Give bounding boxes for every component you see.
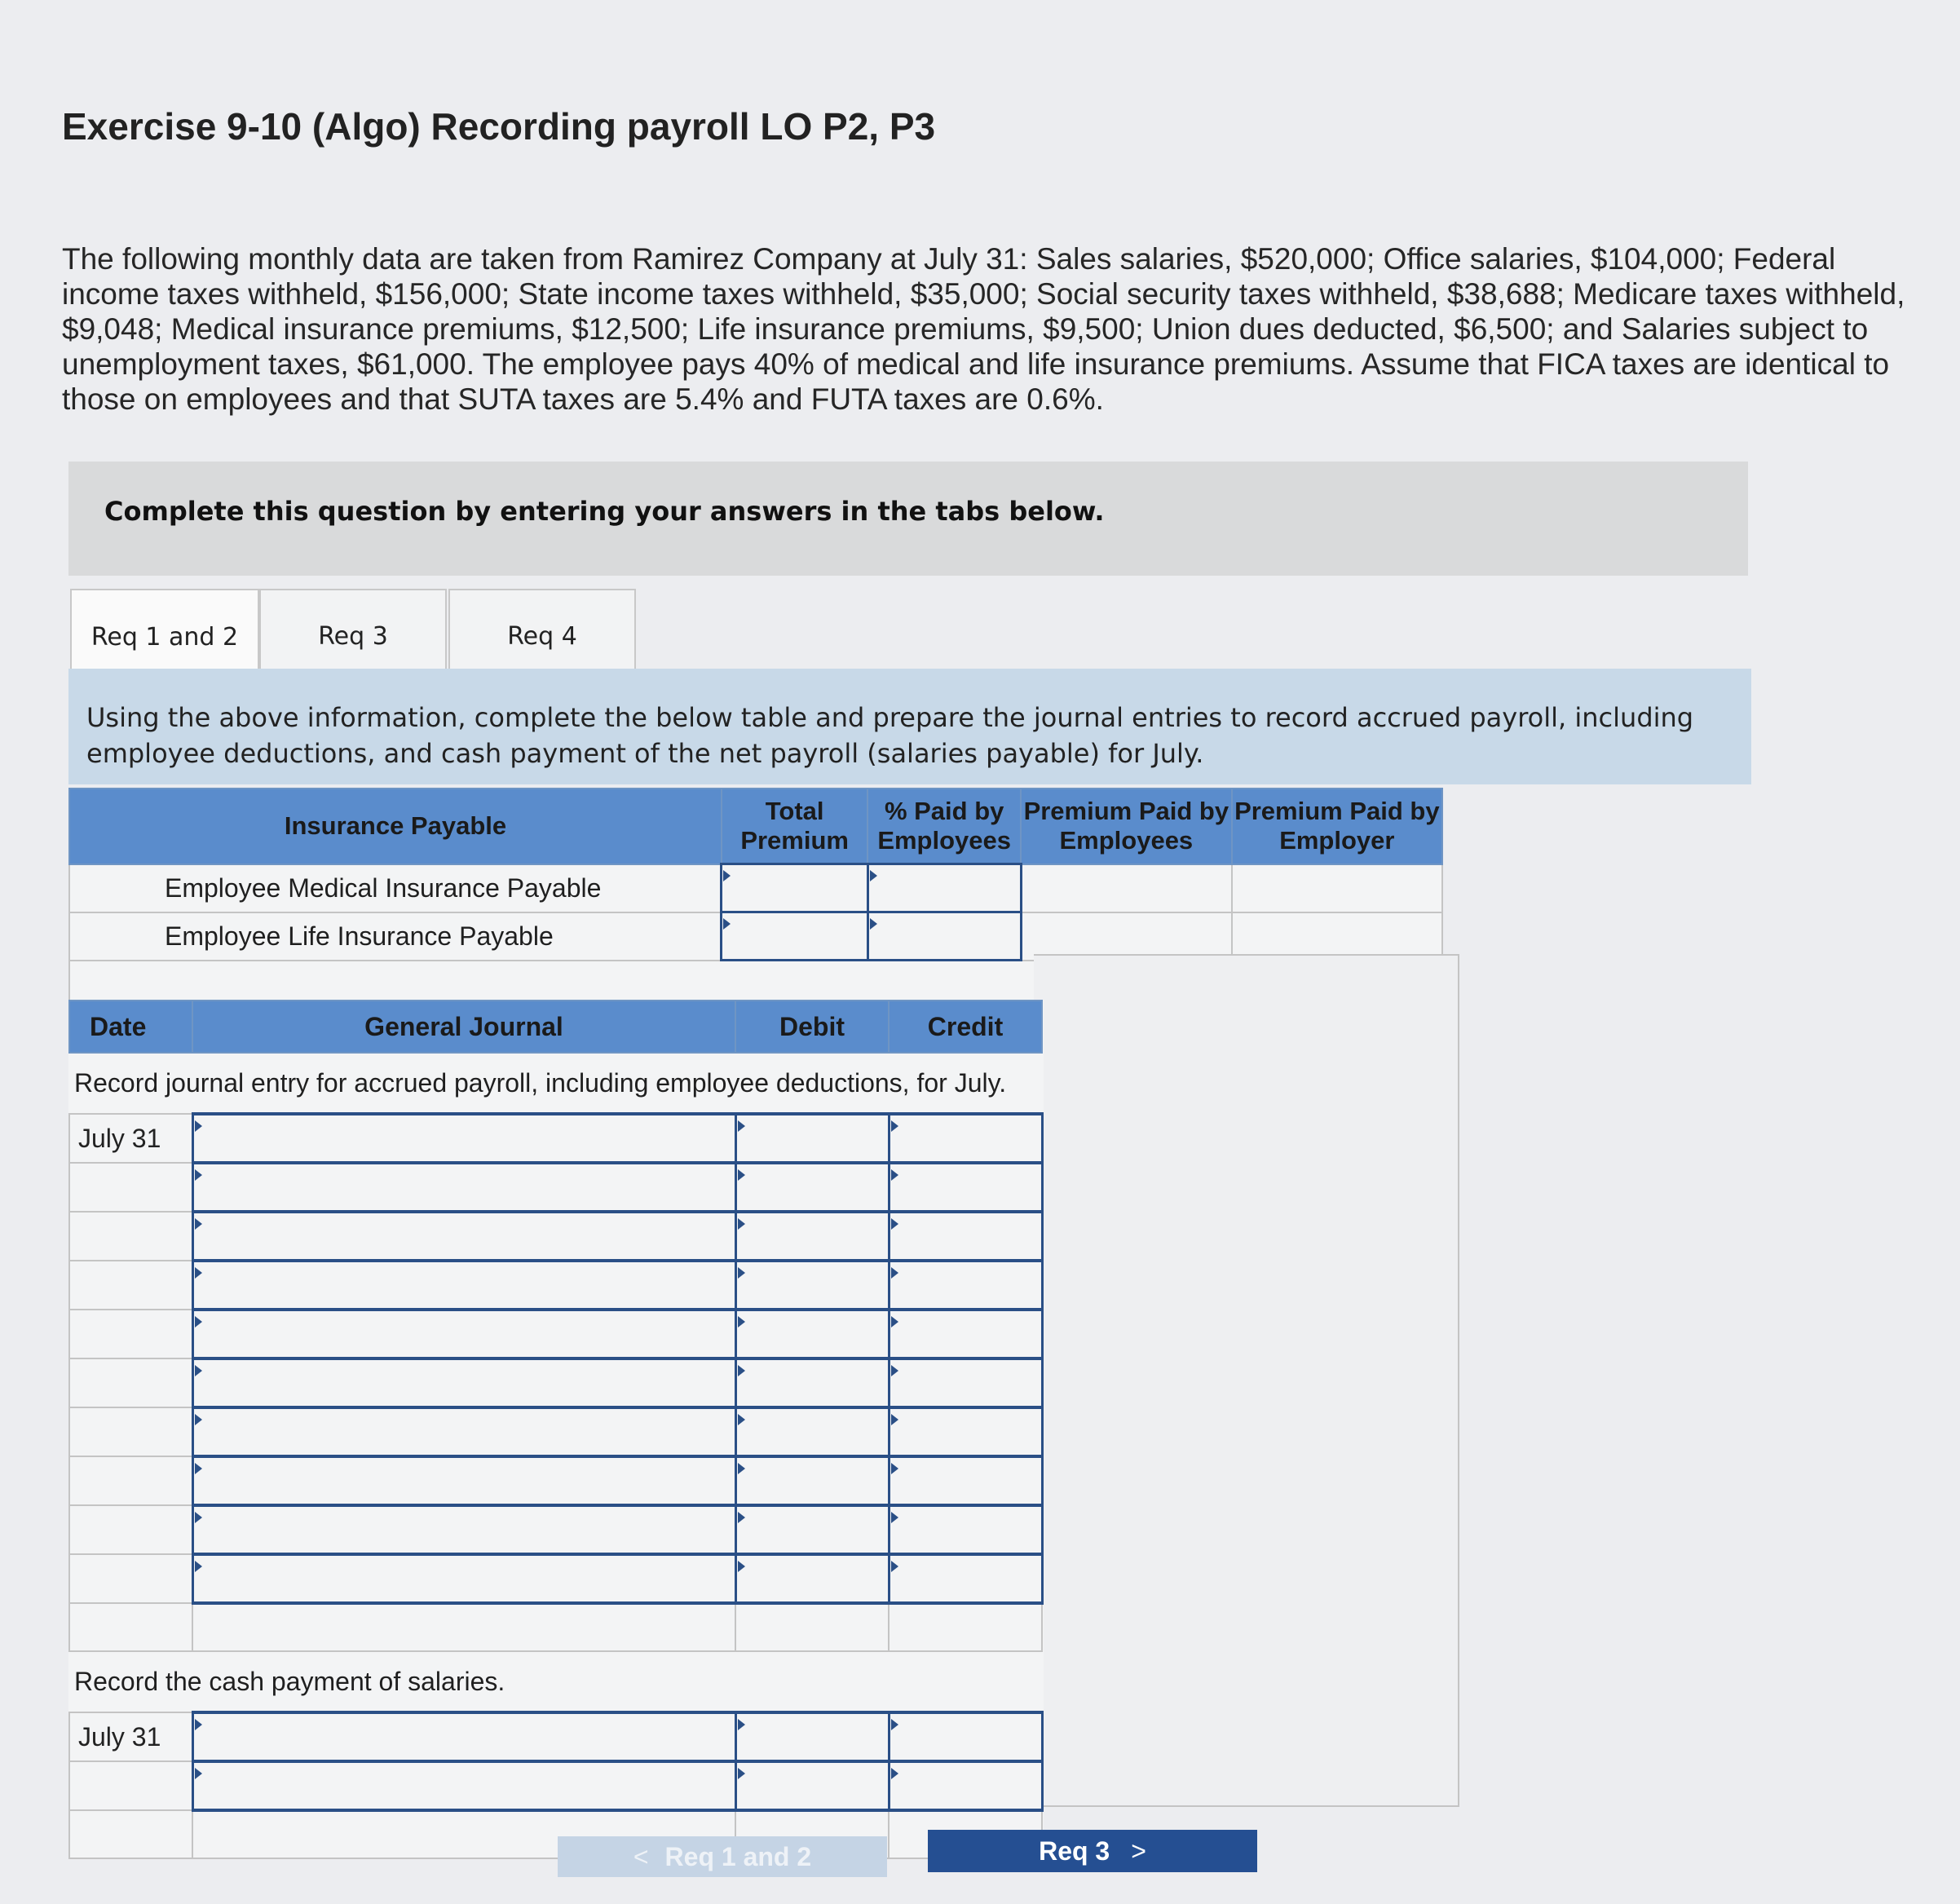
credit-input[interactable] [889,1310,1042,1358]
requirement-prompt: Using the above information, complete the below table and prepare the journal entries to record accrued payroll, including employee deductions, and cash payment of the net payroll (salaries payable) for July. [68,669,1751,784]
row-label: Employee Medical Insurance Payable [69,864,722,912]
paid-by-employees-cell [1021,912,1232,961]
debit-input[interactable] [735,1163,889,1212]
journal-date: July 31 [69,1114,192,1163]
section-cash-payment-note: Record the cash payment of salaries. [69,1651,1042,1712]
debit-input[interactable] [735,1505,889,1554]
account-select[interactable] [192,1505,735,1554]
debit-input[interactable] [735,1310,889,1358]
header-credit: Credit [889,1001,1042,1053]
header-premium-paid-employees: Premium Paid by Employees [1021,789,1232,864]
header-pct-paid: % Paid by Employees [867,789,1021,864]
account-select[interactable] [192,1163,735,1212]
account-select[interactable] [192,1456,735,1505]
credit-input[interactable] [889,1407,1042,1456]
credit-input[interactable] [889,1358,1042,1407]
account-select[interactable] [192,1761,735,1810]
paid-by-employees-cell [1021,864,1232,912]
credit-input[interactable] [889,1163,1042,1212]
account-select[interactable] [192,1407,735,1456]
credit-input[interactable] [889,1114,1042,1163]
journal-row [69,1114,1042,1163]
journal-row [69,1456,1042,1505]
paid-by-employer-cell [1232,864,1442,912]
chevron-right-icon: > [1131,1836,1146,1866]
tab-req-4[interactable]: Req 4 [448,589,636,682]
account-select[interactable] [192,1712,735,1761]
journal-row [69,1810,1042,1858]
journal-row [69,1212,1042,1261]
journal-row [69,1261,1042,1310]
pct-paid-input[interactable] [867,864,1021,912]
debit-input[interactable] [735,1712,889,1761]
next-tab-label: Req 3 [1039,1836,1110,1866]
journal-row [69,1310,1042,1358]
account-select[interactable] [192,1261,735,1310]
journal-row [69,1163,1042,1212]
debit-input[interactable] [735,1261,889,1310]
debit-input[interactable] [735,1407,889,1456]
page-title: Exercise 9-10 (Algo) Recording payroll LO P2, P3 [62,105,936,148]
account-select[interactable] [192,1114,735,1163]
section-accrued-payroll-note: Record journal entry for accrued payroll, including employee deductions, for July. [69,1053,1042,1114]
header-total-premium: Total Premium [722,789,867,864]
journal-row [69,1761,1042,1810]
account-select[interactable] [192,1310,735,1358]
credit-input[interactable] [889,1554,1042,1603]
debit-input[interactable] [735,1358,889,1407]
account-select[interactable] [192,1554,735,1603]
credit-input[interactable] [889,1712,1042,1761]
pct-paid-input[interactable] [867,912,1021,961]
journal-row [69,1358,1042,1407]
table-row [69,864,1442,912]
total-premium-input[interactable] [722,912,867,961]
journal-row [69,1603,1042,1651]
credit-input[interactable] [889,1505,1042,1554]
header-date: Date [69,1001,192,1053]
debit-input[interactable] [735,1761,889,1810]
debit-input[interactable] [735,1212,889,1261]
credit-input[interactable] [889,1761,1042,1810]
header-insurance-payable: Insurance Payable [69,789,722,864]
credit-input[interactable] [889,1261,1042,1310]
tab-req-3[interactable]: Req 3 [259,589,447,682]
instruction-box [68,462,1748,576]
paid-by-employer-cell [1232,912,1442,961]
journal-date: July 31 [69,1712,192,1761]
row-label: Employee Life Insurance Payable [69,912,722,961]
account-select[interactable] [192,1212,735,1261]
credit-input[interactable] [889,1212,1042,1261]
debit-input[interactable] [735,1554,889,1603]
prev-tab-button[interactable] [558,1836,887,1877]
journal-row [69,1407,1042,1456]
instruction-text: Complete this question by entering your answers in the tabs below. [104,496,1105,527]
journal-row [69,1712,1042,1761]
journal-row [69,1554,1042,1603]
tab-req-1-and-2[interactable]: Req 1 and 2 [70,589,259,683]
account-select[interactable] [192,1358,735,1407]
debit-input[interactable] [735,1114,889,1163]
chevron-left-icon: < [633,1841,649,1871]
header-premium-paid-employer: Premium Paid by Employer [1232,789,1442,864]
journal-row [69,1505,1042,1554]
prev-tab-label: Req 1 and 2 [664,1841,812,1871]
credit-input[interactable] [889,1456,1042,1505]
total-premium-input[interactable] [722,864,867,912]
header-general-journal: General Journal [192,1001,735,1053]
problem-text: The following monthly data are taken from Ramirez Company at July 31: Sales salaries, $520,000; Office salaries, $104,000; Federal income taxes withheld, $156,000; State income taxes withheld, $35,000; Social security taxes withheld, $38,688; Medicare taxes withheld, $9,048; Medical insurance premiums, $12,500; Life insurance premiums, $9,500; Union dues deducted, $6,500; and Salaries subject to unemployment taxes, $61,000. The employee pays 40% of medical and life insurance premiums. Assume that FICA taxes are identical to those on employees and that SUTA taxes are 5.4% and FUTA taxes are 0.6%. [62,242,1905,416]
table-row [69,912,1442,961]
header-debit: Debit [735,1001,889,1053]
debit-input[interactable] [735,1456,889,1505]
next-tab-button[interactable] [928,1830,1257,1872]
general-journal-table [68,1000,1044,1859]
table-frame [1034,954,1459,1807]
